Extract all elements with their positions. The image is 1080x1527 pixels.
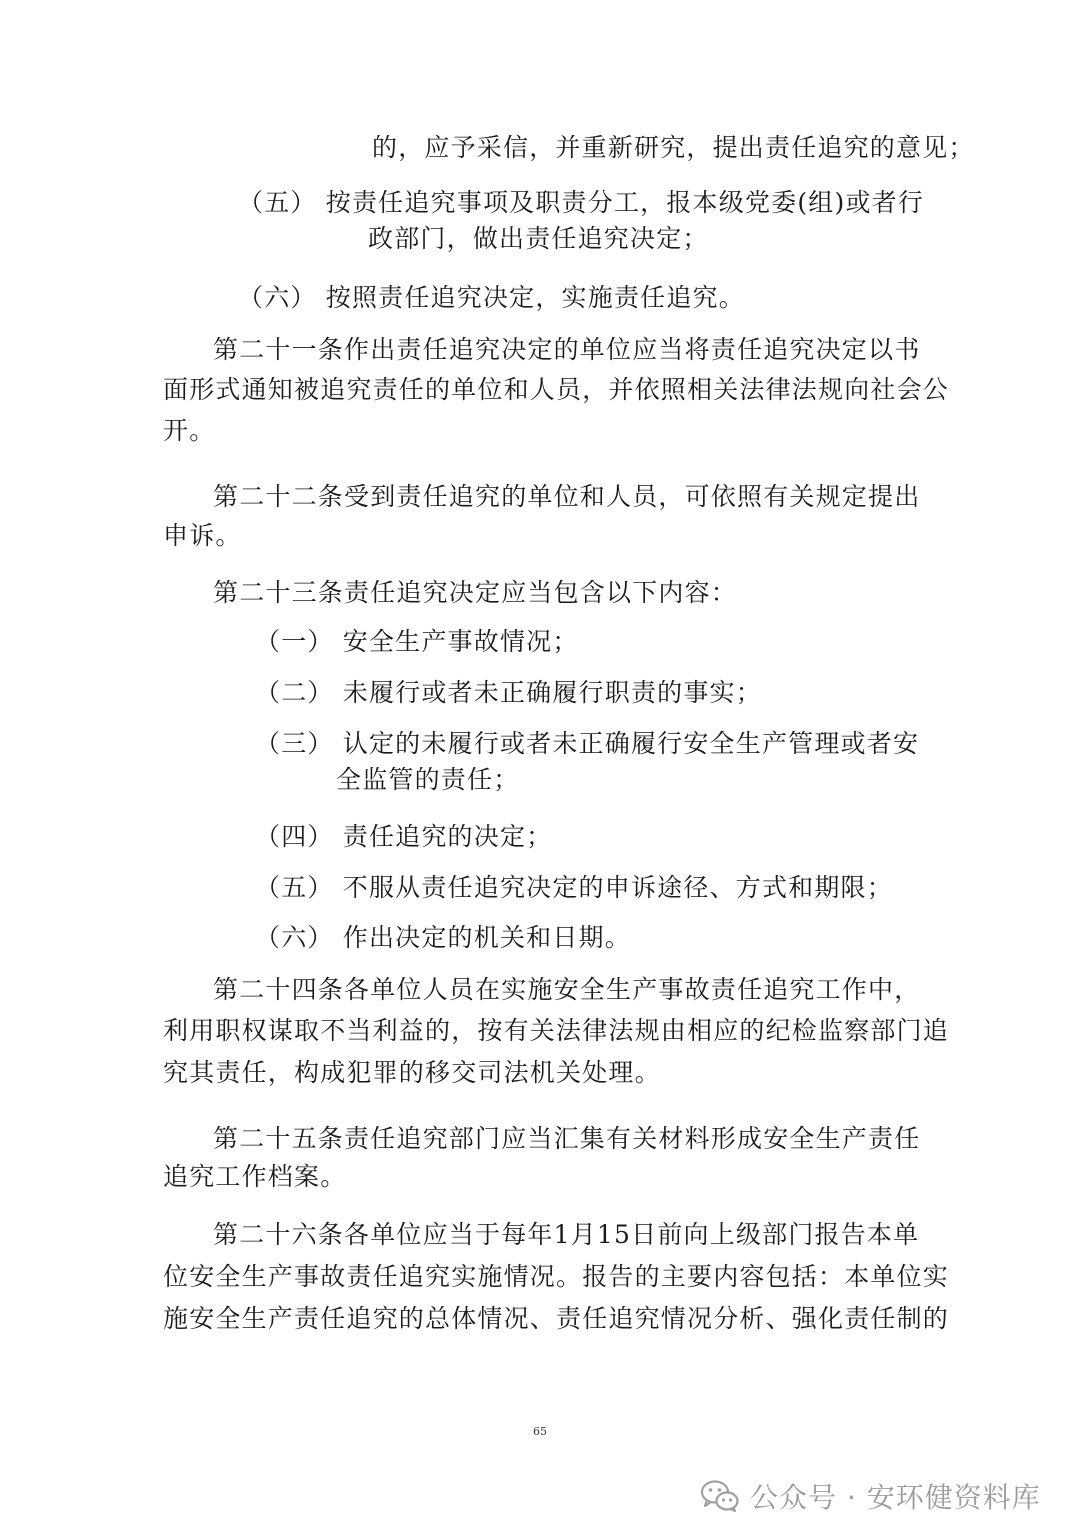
text-line: （一） 安全生产事故情况； (255, 627, 579, 656)
text-line: （二） 未履行或者未正确履行职责的事实； (255, 678, 762, 707)
text-line: （五） 按责任追究事项及职责分工，报本级党委(组)或者行 (238, 188, 925, 217)
text-line: 施安全生产责任追究的总体情况、责任追究情况分析、强化责任制的 (163, 1304, 950, 1333)
text-line: 追究工作档案。 (163, 1162, 347, 1191)
watermark (700, 1474, 1041, 1518)
wechat-icon (700, 1479, 740, 1513)
text-line: 政部门，做出责任追究决定； (368, 224, 709, 253)
text-line: 开。 (163, 416, 216, 445)
text-line: 第二十六条各单位应当于每年1月15日前向上级部门报告本单 (213, 1220, 920, 1249)
text-line: 全监管的责任； (336, 765, 520, 794)
text-line: （六） 按照责任追究决定，实施责任追究。 (238, 283, 745, 312)
text-line: 面形式通知被追究责任的单位和人员，并依照相关法律法规向社会公 (163, 375, 950, 404)
text-line: （五） 不服从责任追究决定的申诉途径、方式和期限； (255, 873, 893, 902)
page-number: 65 (533, 1425, 547, 1438)
text-line: 利用职权谋取不当利益的，按有关法律法规由相应的纪检监察部门追 (163, 1016, 950, 1045)
text-line: （四） 责任追究的决定； (255, 822, 553, 851)
watermark-text: 公众号 · 安环健资料库 (750, 1481, 1041, 1514)
text-line: 第二十四条各单位人员在实施安全生产事故责任追究工作中， (213, 975, 921, 1004)
text-line: 第二十一条作出责任追究决定的单位应当将责任追究决定以书 (213, 335, 921, 364)
text-line: 申诉。 (163, 521, 242, 550)
text-line: 第二十二条受到责任追究的单位和人员，可依照有关规定提出 (213, 482, 921, 511)
text-line: 第二十三条责任追究决定应当包含以下内容： (213, 578, 738, 607)
text-line: 第二十五条责任追究部门应当汇集有关材料形成安全生产责任 (213, 1124, 921, 1153)
text-line: （三） 认定的未履行或者未正确履行安全生产管理或者安 (255, 729, 920, 758)
text-line: （六） 作出决定的机关和日期。 (255, 923, 631, 952)
text-line: 位安全生产事故责任追究实施情况。报告的主要内容包括：本单位实 (163, 1262, 950, 1291)
text-line: 究其责任，构成犯罪的移交司法机关处理。 (163, 1058, 661, 1087)
text-line: 的，应予采信，并重新研究，提出责任追究的意见； (372, 133, 975, 162)
